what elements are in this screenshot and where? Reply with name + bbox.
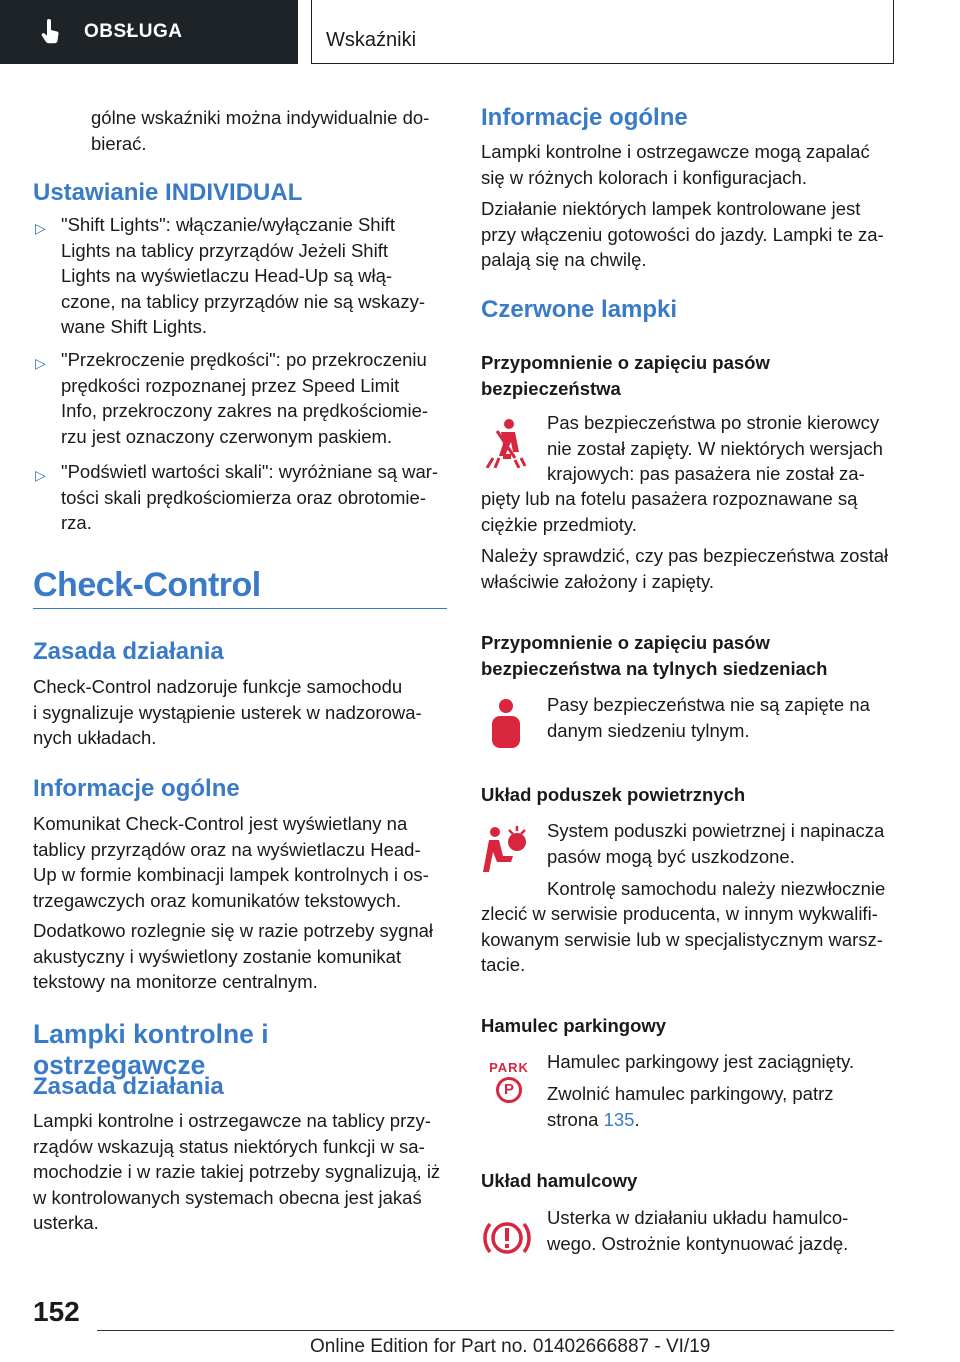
heading-red-lamps: Czerwone lampki	[481, 296, 678, 323]
text-line: Up w formie kombinacji lampek kontrolnych i os-	[33, 864, 429, 885]
text-line: czone, na tablicy przyrządów nie są wskazy-	[61, 290, 425, 312]
text-line: bierać.	[91, 132, 147, 154]
text-line: Lampki kontrolne i ostrzegawcze na tablicy przy-	[33, 1110, 431, 1131]
triangle-bullet-icon: ▷	[35, 220, 46, 236]
text-line: bezpieczeństwa na tylnych siedzeniach	[481, 657, 828, 679]
continued-text	[91, 105, 451, 156]
text-line: właściwie założony i zapięty.	[481, 570, 715, 592]
text-line: i sygnalizuje wystąpienie usterek w nadzorowa-	[33, 701, 422, 723]
paragraph	[481, 196, 896, 273]
text-line: mochodzie i w razie takiej potrzeby sygnalizują, iż	[33, 1161, 441, 1182]
text-line: System poduszki powietrznej i napinacza	[547, 820, 885, 841]
section-tab[interactable]	[0, 0, 298, 64]
text-line: gólne wskaźniki można indywidualnie do-	[91, 107, 430, 128]
heading-lampki: Lampki kontrolne i ostrzegawcze	[33, 1019, 269, 1080]
text-line: rzu jest oznaczony czerwonym paskiem.	[61, 425, 393, 447]
text-line: "Podświetl wartości skali": wyróżniane są war-	[61, 461, 439, 482]
text-line: w kontrolowanych systemach obecna jest jakaś	[33, 1186, 422, 1208]
text-line: Pasy bezpieczeństwa nie są zapięte na	[547, 694, 870, 715]
rear-seat-icon	[487, 698, 525, 750]
text-line: kowanym serwisie lub w specjalistycznym warsz-	[481, 928, 883, 950]
subheading-airbag: Układ poduszek powietrznych	[481, 784, 746, 805]
text-line: rza.	[61, 512, 92, 533]
paragraph	[547, 1081, 897, 1132]
page-link[interactable]: 135	[603, 1108, 635, 1130]
text-line: usterka.	[33, 1212, 99, 1233]
text-line: Lights na tablicy przyrządów Jeżeli Shift	[61, 239, 388, 261]
text-line: danym siedzeniu tylnym.	[547, 719, 750, 741]
text-line: Przypomnienie o zapięciu pasów	[481, 632, 770, 653]
text-line: Lampki kontrolne i ostrzegawcze mogą zapalać	[481, 141, 870, 162]
text-line: wego. Ostrożnie kontynuować jazdę.	[547, 1232, 849, 1254]
park-icon-text: PARK	[489, 1060, 529, 1075]
triangle-bullet-icon: ▷	[35, 467, 46, 483]
text-line: Check-Control nadzoruje funkcje samochodu	[33, 676, 403, 697]
text-line: Komunikat Check-Control jest wyświetlany na	[33, 813, 408, 834]
paragraph	[481, 486, 896, 537]
text-line: tekstowy na monitorze centralnym.	[33, 971, 318, 992]
text-line: rządów wskazują status niektórych funkcji w sa-	[33, 1135, 425, 1157]
text-line: tablicy przyrządów oraz na wyświetlaczu Head-	[33, 838, 421, 860]
text-line: "Shift Lights": włączanie/wyłączanie Shift	[61, 214, 395, 235]
text-line: zlecić w serwisie producenta, w innym wykwalifi-	[481, 903, 878, 924]
text-line: Przypomnienie o zapięciu pasów	[481, 352, 770, 373]
text-line: trzegawczych oraz komunikatów tekstowych.	[33, 889, 402, 911]
text-line: prędkości rozpoznanej przez Speed Limit	[61, 374, 400, 396]
text-line: przy włączeniu gotowości do jazdy. Lampki te za-	[481, 223, 884, 245]
subheading-brake: Układ hamulcowy	[481, 1170, 638, 1191]
park-brake-icon: PARK P	[489, 1061, 529, 1103]
text-line: Pas bezpieczeństwa po stronie kierowcy	[547, 412, 880, 433]
text-line: Info, przekroczony zakres na prędkościomie-	[61, 400, 429, 421]
bullet-item	[61, 347, 451, 449]
page-number: 152	[33, 1296, 80, 1327]
airbag-icon	[481, 826, 531, 876]
triangle-bullet-icon: ▷	[35, 355, 46, 371]
section-label: OBSŁUGA	[84, 21, 183, 42]
seatbelt-icon	[485, 418, 527, 468]
text-line: palają się na chwilę.	[481, 249, 647, 270]
paragraph	[33, 1108, 447, 1236]
bullet-item	[61, 212, 451, 340]
paragraph	[33, 918, 447, 995]
page-title: Wskaźniki	[311, 0, 894, 64]
text-line: bezpieczeństwa	[481, 377, 621, 399]
paragraph	[481, 543, 896, 594]
text-line: akustyczny i wyświetlony zostanie komunikat	[33, 945, 402, 967]
text-line: pasów mogą być uszkodzone.	[547, 845, 795, 867]
text-line: Działanie niektórych lampek kontrolowane jest	[481, 198, 861, 219]
text-line: wane Shift Lights.	[61, 316, 208, 337]
text-line: Zwolnić hamulec parkingowy, patrz	[547, 1083, 834, 1104]
subheading-park-brake: Hamulec parkingowy	[481, 1015, 667, 1036]
text-line: Należy sprawdzić, czy pas bezpieczeństwa został	[481, 545, 889, 566]
bullet-item	[61, 459, 451, 536]
paragraph	[547, 1205, 897, 1256]
text-line: się w różnych kolorach i konfiguracjach.	[481, 166, 807, 188]
paragraph	[481, 139, 896, 190]
heading-check-control: Check-Control	[33, 566, 261, 604]
paragraph	[33, 811, 447, 913]
text-line: Kontrolę samochodu należy niezwłocznie	[547, 878, 886, 899]
paragraph	[547, 818, 897, 869]
text-line: ciężkie przedmioty.	[481, 513, 637, 535]
paragraph	[33, 674, 447, 751]
text-line: strona	[547, 1108, 604, 1130]
heading-rule	[33, 608, 447, 609]
edition-footer: Online Edition for Part no. 01402666887 - VI/19	[310, 1336, 711, 1357]
text-line: Lights na wyświetlaczu Head-Up są włą-	[61, 265, 393, 286]
text-line: Dodatkowo rozlegnie się w razie potrzeby sygnał	[33, 920, 434, 941]
footer-rule	[97, 1330, 894, 1331]
text-line: "Przekroczenie prędkości": po przekroczeniu	[61, 349, 427, 370]
paragraph: Hamulec parkingowy jest zaciągnięty.	[547, 1051, 855, 1072]
subheading-rear-belt	[481, 630, 827, 681]
heading-zasada: Zasada działania	[33, 638, 224, 665]
text-line: krajowych: pas pasażera nie został za-	[547, 463, 865, 484]
paragraph	[481, 901, 896, 978]
text-line: pięty lub na fotelu pasażera rozpoznawane są	[481, 488, 858, 509]
text-line: .	[634, 1108, 640, 1130]
brake-warning-icon	[483, 1218, 531, 1258]
subheading-belt	[481, 350, 770, 401]
paragraph	[547, 876, 897, 902]
heading-info-right: Informacje ogólne	[481, 104, 688, 131]
heading-individual: Ustawianie INDIVIDUAL	[33, 179, 303, 206]
text-line: tości skali prędkościomierza oraz obrotomie-	[61, 486, 426, 508]
text-line: nie został zapięty. W niektórych wersjach	[547, 437, 883, 459]
paragraph	[547, 410, 897, 487]
hand-pointer-icon	[40, 19, 62, 45]
text-line: tacie.	[481, 954, 526, 975]
text-line: nych układach.	[33, 727, 157, 748]
heading-info: Informacje ogólne	[33, 775, 240, 802]
text-line: Usterka w działaniu układu hamulco-	[547, 1207, 849, 1228]
paragraph	[547, 692, 897, 743]
heading-zasada-2: Zasada działania	[33, 1073, 224, 1100]
